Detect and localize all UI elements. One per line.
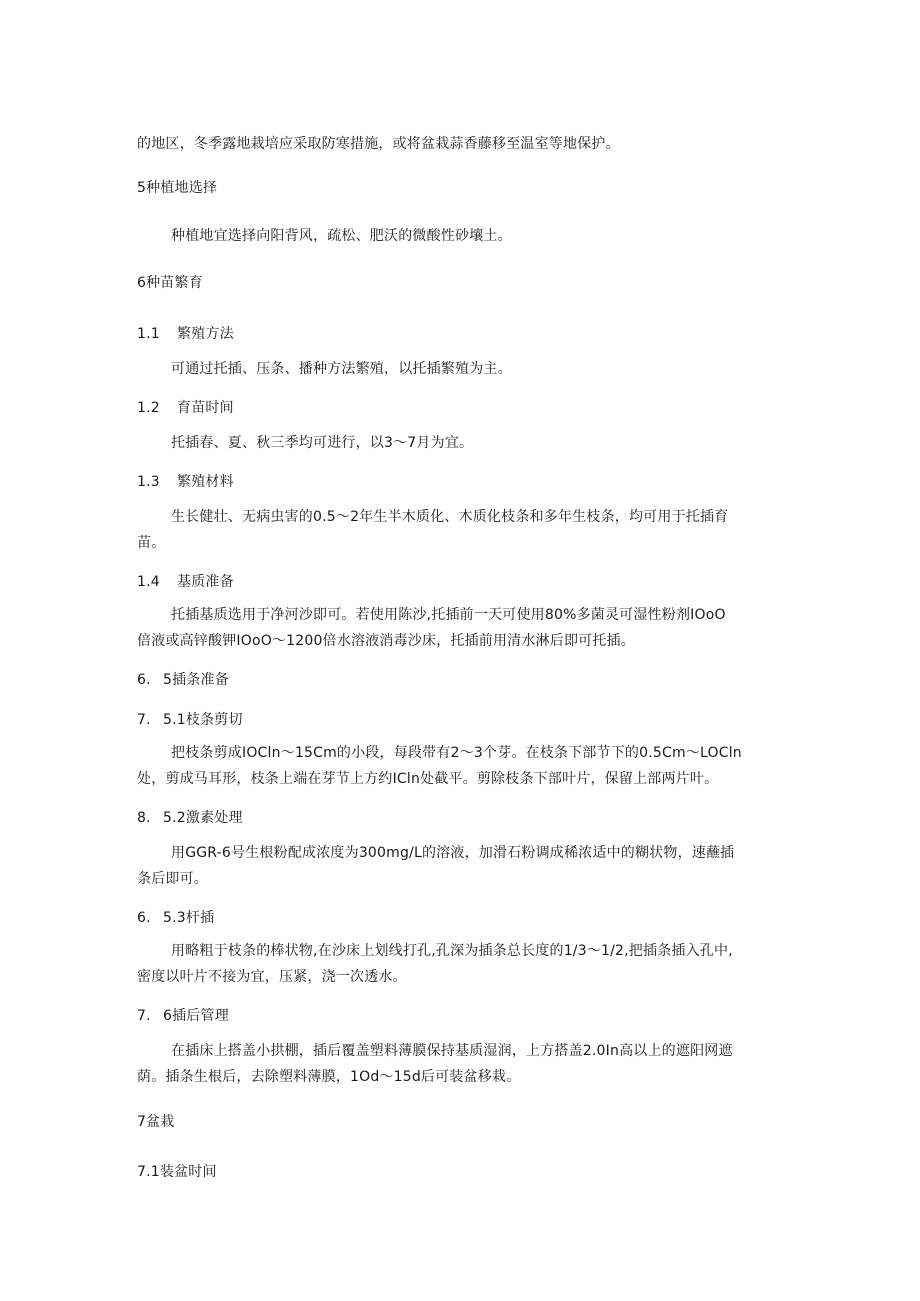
subheading-number: 6.: [137, 910, 151, 926]
subheading-number: 7.: [137, 1008, 151, 1024]
paragraph-substrate-line2: 倍液或高锌酸钾IOoO～1200倍水溶液消毒沙床，托插前用清水淋后即可托插。: [137, 633, 635, 649]
paragraph-cutting-line2: 处，剪成马耳形，枝条上端在芽节上方约ICln处截平。剪除枝条下部叶片，保留上部两片叶。: [137, 771, 719, 787]
paragraph-aftercare-line1: 在插床上搭盖小拱棚，插后覆盖塑料薄膜保持基质湿润，上方搭盖2.0In高以上的遮阳网遮: [171, 1043, 733, 1059]
paragraph-propagation-material-line2: 苗。: [137, 535, 166, 551]
paragraph-insertion-line2: 密度以叶片不接为宜，压紧，浇一次透水。: [137, 969, 407, 985]
subheading-text: 基质准备: [177, 574, 234, 590]
subheading-1-3: [137, 472, 234, 492]
subheading-7-6: [137, 1006, 229, 1026]
subheading-text: 5.2激素处理: [163, 810, 243, 826]
subheading-number: 8.: [137, 810, 151, 826]
paragraph-continuation-cold-protection: 的地区，冬季露地栽培应采取防寒措施，或将盆栽蒜香藤移至温室等地保护。: [137, 136, 620, 152]
subheading-8-5-2: [137, 808, 243, 828]
subheading-1-1: [137, 324, 234, 344]
paragraph-propagation-method: 可通过托插、压条、播种方法繁殖，以托插繁殖为主。: [171, 361, 512, 377]
subheading-7-5-1: [137, 710, 243, 730]
subheading-text: 5.1枝条剪切: [163, 712, 243, 728]
subheading-number: 6.: [137, 672, 151, 688]
paragraph-hormone-line2: 条后即可。: [137, 871, 208, 887]
paragraph-aftercare-line2: 荫。插条生根后，去除塑料薄膜，1Od～15d后可装盆移栽。: [137, 1069, 521, 1085]
section-heading-5: 5种植地选择: [137, 180, 218, 196]
paragraph-cutting-line1: 把枝条剪成IOCln～15Cm的小段，每段带有2～3个芽。在枝条下部节下的0.5Cm～LOCln: [171, 745, 742, 761]
subheading-text: 5.3杆插: [163, 910, 215, 926]
section-heading-6: 6种苗繁育: [137, 275, 203, 291]
subheading-text: 繁殖方法: [177, 326, 234, 342]
paragraph-substrate-line1: 托插基质选用于净河沙即可。若使用陈沙,托插前一天可使用80%多菌灵可湿性粉剂IOoO: [171, 607, 726, 623]
subheading-number: 1.3: [137, 474, 160, 490]
subheading-number: 7.: [137, 712, 151, 728]
subheading-text: 繁殖材料: [177, 474, 234, 490]
subheading-number: 1.1: [137, 326, 160, 342]
paragraph-insertion-line1: 用略粗于枝条的棒状物,在沙床上划线打孔,孔深为插条总长度的1/3～1/2,把插条插入孔中,: [171, 943, 733, 959]
section-heading-7: 7盆栽: [137, 1114, 175, 1130]
subheading-number: 1.2: [137, 400, 160, 416]
paragraph-hormone-line1: 用GGR-6号生根粉配成浓度为300mg∕L的溶液，加滑石粉调成稀浓适中的糊状物，速蘸插: [171, 845, 735, 861]
subheading-text: 6插后管理: [163, 1008, 229, 1024]
subheading-text: 5插条准备: [163, 672, 229, 688]
subheading-7-1: 7.1装盆时间: [137, 1164, 217, 1180]
subheading-6-5-3: [137, 908, 214, 928]
subheading-1-4: [137, 572, 234, 592]
paragraph-nursery-time: 托插春、夏、秋三季均可进行，以3～7月为宜。: [171, 435, 474, 451]
subheading-6-5: [137, 670, 229, 690]
subheading-1-2: [137, 398, 234, 418]
paragraph-site-selection: 种植地宜选择向阳背风，疏松、肥沃的微酸性砂壤土。: [171, 228, 512, 244]
subheading-number: 1.4: [137, 574, 160, 590]
subheading-text: 育苗时间: [177, 400, 234, 416]
paragraph-propagation-material-line1: 生长健壮、无病虫害的0.5～2年生半木质化、木质化枝条和多年生枝条，均可用于托插育: [171, 509, 729, 525]
